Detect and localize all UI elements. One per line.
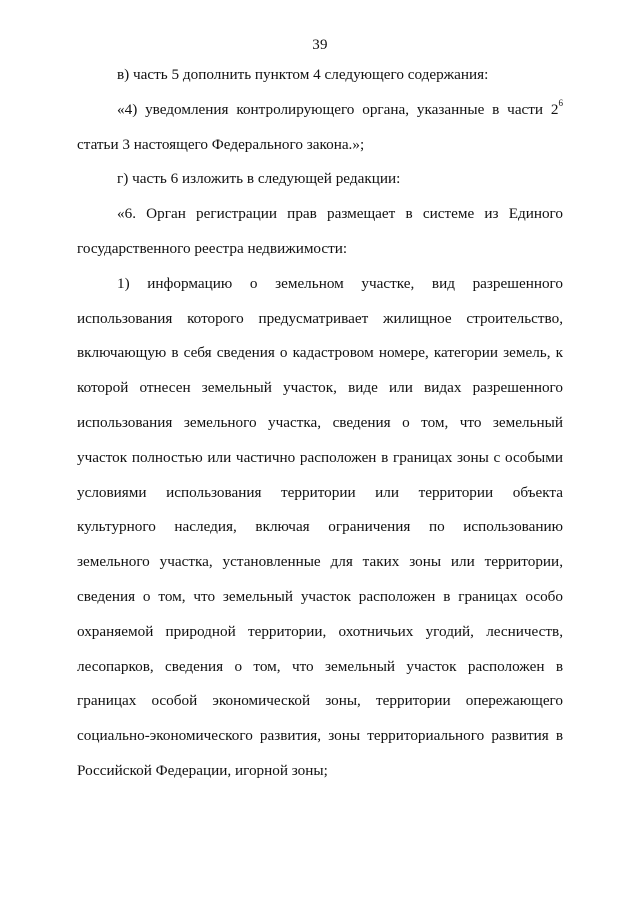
paragraph-amendment-g: г) часть 6 изложить в следующей редакции: — [117, 170, 401, 188]
paragraph-amendment-v: в) часть 5 дополнить пунктом 4 следующего содержания: — [117, 66, 489, 83]
paragraph-item-4 — [77, 93, 563, 163]
document-body — [77, 58, 563, 789]
page-number: 39 — [312, 37, 328, 53]
paragraph-item-4-continuation: статьи 3 настоящего Федерального закона.»; — [77, 135, 365, 153]
superscript-article-index: 6 — [558, 97, 563, 108]
paragraph-item-1: 1) информацию о земельном участке, вид разрешенного использования которого предусматривает жилищное строительство, включающую в себя сведения о кадастровом номере, категории земель, к которой отнесен земельный участок, виде или видах разрешенного использования земельного участка, сведения о том, что земельный участок полностью или частично расположен в границах зоны с особыми условиями использования территории или территории объекта культурного наследия, включая ограничения по использованию земельного участка, установленные для таких зоны или территории, сведения о том, что земельный участок расположен в границах особо охраняемой природной территории, охотничьих угодий, лесничеств, лесопарков, сведения о том, что земельный участок расположен в границах особой экономической зоны, территории опережающего социально-экономического развития, зоны территориального развития в Российской Федерации, игорной зоны; — [77, 274, 563, 779]
paragraph-item-4-text: «4) уведомления контролирующего органа, указанные в части 2 — [117, 100, 559, 118]
paragraph-part-6: «6. Орган регистрации прав размещает в системе из Единого государственного реестра недвижимости: — [77, 205, 563, 257]
